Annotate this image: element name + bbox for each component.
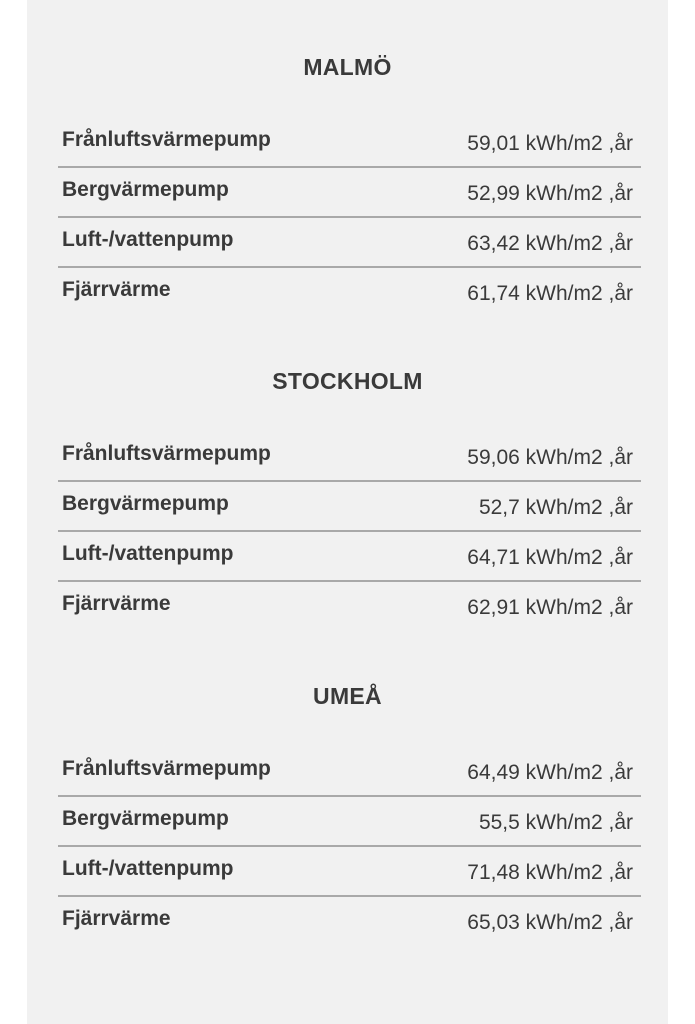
row-label: Fjärrvärme xyxy=(62,278,171,301)
table-row xyxy=(58,847,641,897)
row-value: 55,5 kWh/m2 ,år xyxy=(478,811,633,834)
row-label: Fjärrvärme xyxy=(62,592,171,615)
table-row xyxy=(58,268,641,318)
row-label: Bergvärmepump xyxy=(62,807,229,830)
table-row xyxy=(58,118,641,168)
energy-table xyxy=(58,118,641,318)
row-label: Luft-/vattenpump xyxy=(62,542,234,565)
row-label: Bergvärmepump xyxy=(62,492,229,515)
energy-card xyxy=(27,0,668,1024)
section-title: UMEÅ xyxy=(313,683,382,709)
table-row xyxy=(58,897,641,947)
table-row xyxy=(58,747,641,797)
table-row xyxy=(58,168,641,218)
table-row xyxy=(58,482,641,532)
row-label: Luft-/vattenpump xyxy=(62,857,234,880)
row-label: Frånluftsvärmepump xyxy=(62,757,271,780)
row-value: 64,71 kWh/m2 ,år xyxy=(467,546,633,569)
row-value: 59,06 kWh/m2 ,år xyxy=(467,446,633,469)
table-row xyxy=(58,582,641,632)
row-label: Bergvärmepump xyxy=(62,178,229,201)
section-title: STOCKHOLM xyxy=(272,368,423,394)
row-value: 52,7 kWh/m2 ,år xyxy=(478,496,633,519)
table-row xyxy=(58,532,641,582)
row-value: 64,49 kWh/m2 ,år xyxy=(467,761,633,784)
row-label: Frånluftsvärmepump xyxy=(62,442,271,465)
row-label: Luft-/vattenpump xyxy=(62,228,234,251)
row-value: 59,01 kWh/m2 ,år xyxy=(467,132,633,155)
energy-table xyxy=(58,747,641,947)
row-value: 63,42 kWh/m2 ,år xyxy=(467,232,633,255)
energy-table xyxy=(58,432,641,632)
table-row xyxy=(58,218,641,268)
row-label: Fjärrvärme xyxy=(62,907,171,930)
table-row xyxy=(58,797,641,847)
row-value: 71,48 kWh/m2 ,år xyxy=(467,861,633,884)
row-label: Frånluftsvärmepump xyxy=(62,128,271,151)
row-value: 65,03 kWh/m2 ,år xyxy=(467,911,633,934)
row-value: 52,99 kWh/m2 ,år xyxy=(467,182,633,205)
section-title: MALMÖ xyxy=(303,54,392,80)
table-row xyxy=(58,432,641,482)
row-value: 62,91 kWh/m2 ,år xyxy=(467,596,633,619)
row-value: 61,74 kWh/m2 ,år xyxy=(467,282,633,305)
